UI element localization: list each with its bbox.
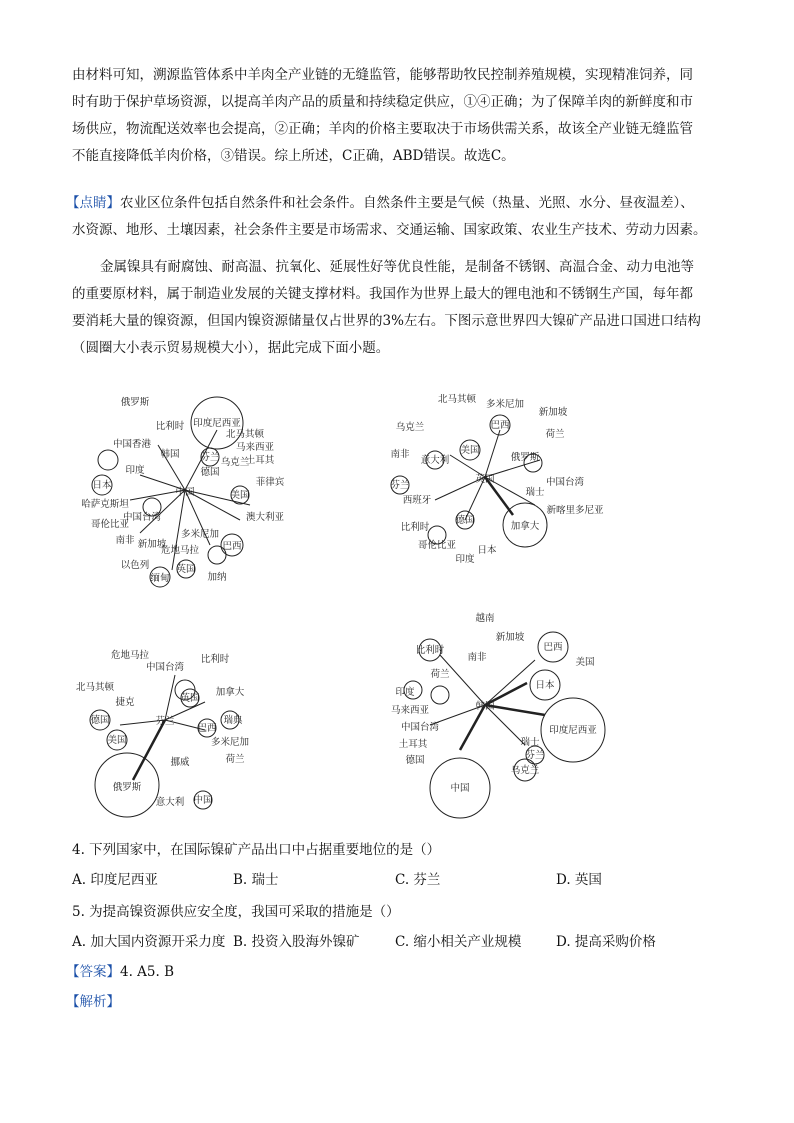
diagram-node-label: 乌克兰 bbox=[395, 422, 425, 433]
answer-line bbox=[66, 960, 174, 980]
diagram-node-label: 比利时 bbox=[415, 645, 445, 656]
diagram-node-label: 哥伦比亚 bbox=[417, 540, 457, 551]
diagram-node-label: 土耳其 bbox=[245, 455, 275, 466]
material-paragraph bbox=[72, 254, 724, 362]
diagram-node-label: 韩国 bbox=[160, 449, 180, 460]
q5-option-b: B. 投资入股海外镍矿 bbox=[233, 934, 360, 950]
diagram-node-label: 新加坡 bbox=[137, 539, 167, 550]
diagram-node-label: 新加坡 bbox=[495, 632, 525, 643]
diagram-node-label: 北马其顿 bbox=[225, 429, 265, 440]
diagram-node-label: 瑞士 bbox=[525, 487, 545, 498]
text-line: 金属镍具有耐腐蚀、耐高温、抗氧化、延展性好等优良性能，是制备不锈钢、高温合金、动力电池等 bbox=[100, 259, 694, 275]
diagram-node-label: 印度 bbox=[395, 687, 415, 698]
q4-option-d: D. 英国 bbox=[556, 872, 602, 888]
diagram-node-label: 乌克兰 bbox=[220, 457, 250, 468]
analysis-tag: 【解析】 bbox=[66, 994, 120, 1010]
diagram-node-label: 西班牙 bbox=[402, 495, 432, 506]
q4-option-a: A. 印度尼西亚 bbox=[72, 872, 158, 888]
text-line: 农业区位条件包括自然条件和社会条件。自然条件主要是气候（热量、光照、水分、昼夜温差）、 bbox=[120, 195, 694, 211]
diagram-node-label: 越南 bbox=[475, 613, 495, 624]
diagram-node-label: 多米尼加 bbox=[180, 529, 220, 540]
diagram-node-label: 南非 bbox=[467, 652, 487, 663]
diagram-node-label: 北马其顿 bbox=[437, 394, 477, 405]
diagram-node-label: 巴西 bbox=[543, 642, 563, 653]
diagram-node-label: 哥伦比亚 bbox=[90, 519, 130, 530]
question-4: 4. 下列国家中，在国际镍矿产品出口中占据重要地位的是（） bbox=[72, 842, 441, 858]
text-line: 要消耗大量的镍资源，但国内镍资源储量仅占世界的3%左右。下图示意世界四大镍矿产品进口国进口结构 bbox=[72, 313, 701, 329]
diagram-node-label: 加拿大 bbox=[510, 521, 540, 532]
text-line: 场供应，物流配送效率也会提高，②正确；羊肉的价格主要取决于市场供需关系，故该全产业链无缝监管 bbox=[72, 121, 693, 137]
diagram-node-label: 马来西亚 bbox=[390, 705, 430, 716]
diagram-node-label: 挪威 bbox=[170, 757, 190, 768]
diagram-node-label: 德国 bbox=[405, 755, 425, 766]
diagram-node-label: 危地马拉 bbox=[160, 545, 200, 556]
diagram-node-label: 英国 bbox=[176, 564, 196, 575]
diagram-node-label: 俄罗斯 bbox=[510, 452, 540, 463]
diagram-node-label: 芬兰 bbox=[390, 480, 410, 491]
diagram-node-label: 巴西 bbox=[197, 723, 217, 734]
diagram-node-label: 印度 bbox=[455, 554, 475, 565]
import-structure-diagram-china bbox=[80, 385, 325, 595]
key-point-tag: 【点睛】 bbox=[66, 195, 120, 211]
q5-option-d: D. 提高采购价格 bbox=[556, 934, 656, 950]
diagram-node-label: 美国 bbox=[460, 445, 480, 456]
diagram-node-label: 南非 bbox=[390, 449, 410, 460]
diagram-node-label: 日本 bbox=[477, 545, 497, 556]
diagram-node-label: 瑞典 bbox=[223, 715, 243, 726]
diagram-node-label: 捷克 bbox=[115, 697, 135, 708]
diagram-node-label: 加纳 bbox=[207, 572, 227, 583]
diagram-node-label: 新喀里多尼亚 bbox=[546, 505, 604, 516]
diagram-node-label: 乌克兰 bbox=[510, 765, 540, 776]
diagram-node-label: 德国 bbox=[455, 515, 475, 526]
diagram-node-label: 中国香港 bbox=[112, 439, 152, 450]
text-line: （圆圈大小表示贸易规模大小），据此完成下面小题。 bbox=[72, 340, 390, 356]
analysis-line bbox=[66, 990, 120, 1010]
q5-option-c: C. 缩小相关产业规模 bbox=[395, 934, 522, 950]
diagram-node-label: 中国台湾 bbox=[122, 512, 162, 523]
diagram-node-label: 意大利 bbox=[155, 797, 185, 808]
import-structure-diagram-finland bbox=[75, 640, 290, 820]
diagram-node-label: 菲律宾 bbox=[255, 477, 285, 488]
diagram-node-label: 中国台湾 bbox=[145, 662, 185, 673]
diagram-node-label: 印度 bbox=[125, 465, 145, 476]
diagram-node-label: 加拿大 bbox=[215, 687, 245, 698]
diagram-center-label: 中国 bbox=[175, 487, 195, 498]
diagram-node-label: 荷兰 bbox=[545, 429, 565, 440]
diagram-node-label: 缅甸 bbox=[150, 573, 170, 584]
diagram-node-label: 新加坡 bbox=[538, 407, 568, 418]
diagram-node-label: 印度尼西亚 bbox=[549, 725, 597, 736]
text-line: 水资源、地形、土壤因素，社会条件主要是市场需求、交通运输、国家政策、农业生产技术、劳动力因素。 bbox=[72, 222, 707, 238]
import-structure-diagram-korea bbox=[385, 605, 625, 820]
diagram-node-label: 比利时 bbox=[155, 421, 185, 432]
diagram-node-label: 比利时 bbox=[400, 522, 430, 533]
diagram-node-label: 荷兰 bbox=[225, 754, 245, 765]
q5-option-a: A. 加大国内资源开采力度 bbox=[72, 934, 226, 950]
diagram-node-label: 哈萨克斯坦 bbox=[81, 499, 129, 510]
diagram-node-label: 北马其顿 bbox=[75, 682, 115, 693]
diagram-node-label: 澳大利亚 bbox=[245, 512, 285, 523]
diagram-node-label: 中国台湾 bbox=[545, 477, 585, 488]
diagram-node-label: 多米尼加 bbox=[485, 399, 525, 410]
diagram-center-label: 韩国 bbox=[475, 701, 495, 712]
q4-option-b: B. 瑞士 bbox=[233, 872, 279, 888]
diagram-node-label: 日本 bbox=[535, 680, 555, 691]
diagram-node-label: 美国 bbox=[230, 490, 250, 501]
diagram-node-label: 比利时 bbox=[200, 654, 230, 665]
diagram-node-label: 芬兰 bbox=[200, 452, 220, 463]
diagram-center-label: 英国 bbox=[475, 474, 495, 485]
diagram-node-label: 俄罗斯 bbox=[112, 782, 142, 793]
question-5: 5. 为提高镍资源供应安全度，我国可采取的措施是（） bbox=[72, 904, 400, 920]
diagram-node-label: 危地马拉 bbox=[110, 650, 150, 661]
diagram-center-label: 芬兰 bbox=[155, 716, 175, 727]
diagram-node-label: 美国 bbox=[575, 657, 595, 668]
answer-explanation-paragraph bbox=[72, 62, 724, 170]
diagram-node-label: 土耳其 bbox=[398, 739, 428, 750]
text-line: 时有助于保护草场资源，以提高羊肉产品的质量和持续稳定供应，①④正确；为了保障羊肉的新鲜度和市 bbox=[72, 94, 693, 110]
diagram-node-label: 美国 bbox=[107, 735, 127, 746]
diagram-node-label: 中国 bbox=[450, 783, 470, 794]
q4-option-c: C. 芬兰 bbox=[395, 872, 441, 888]
diagram-node-label: 印度尼西亚 bbox=[193, 418, 241, 429]
diagram-node-label: 巴西 bbox=[222, 541, 242, 552]
text-line: 不能直接降低羊肉价格，③错误。综上所述，C正确，ABD错误。故选C。 bbox=[72, 148, 515, 164]
diagram-node-label: 中国 bbox=[193, 795, 213, 806]
answer-text: 4. A5. B bbox=[120, 964, 175, 980]
import-structure-diagram-uk bbox=[375, 385, 620, 575]
diagram-node-label: 以色列 bbox=[120, 560, 150, 571]
diagram-node-label: 德国 bbox=[200, 467, 220, 478]
diagram-node-label: 日本 bbox=[92, 480, 112, 491]
diagram-node-label: 俄罗斯 bbox=[120, 397, 150, 408]
text-line: 由材料可知，溯源监管体系中羊肉全产业链的无缝监管，能够帮助牧民控制养殖规模，实现精准饲养，同 bbox=[72, 67, 693, 83]
diagram-node-label: 瑞士 bbox=[520, 737, 540, 748]
diagram-node-label: 荷兰 bbox=[430, 669, 450, 680]
diagram-node-label: 德国 bbox=[90, 715, 110, 726]
diagram-node-label: 芬兰 bbox=[525, 750, 545, 761]
diagram-node-label: 巴西 bbox=[490, 420, 510, 431]
key-point-paragraph bbox=[66, 190, 718, 244]
diagram-node-label: 意大利 bbox=[420, 455, 450, 466]
diagram-node-label: 中国台湾 bbox=[400, 722, 440, 733]
answer-tag: 【答案】 bbox=[66, 964, 120, 980]
diagram-node-label: 多米尼加 bbox=[210, 737, 250, 748]
diagram-node-label: 马来西亚 bbox=[235, 442, 275, 453]
text-line: 的重要原材料，属于制造业发展的关键支撑材料。我国作为世界上最大的锂电池和不锈钢生产国，每年都 bbox=[72, 286, 693, 302]
diagram-node-label: 南非 bbox=[115, 535, 135, 546]
diagram-node-label: 英国 bbox=[180, 693, 200, 704]
